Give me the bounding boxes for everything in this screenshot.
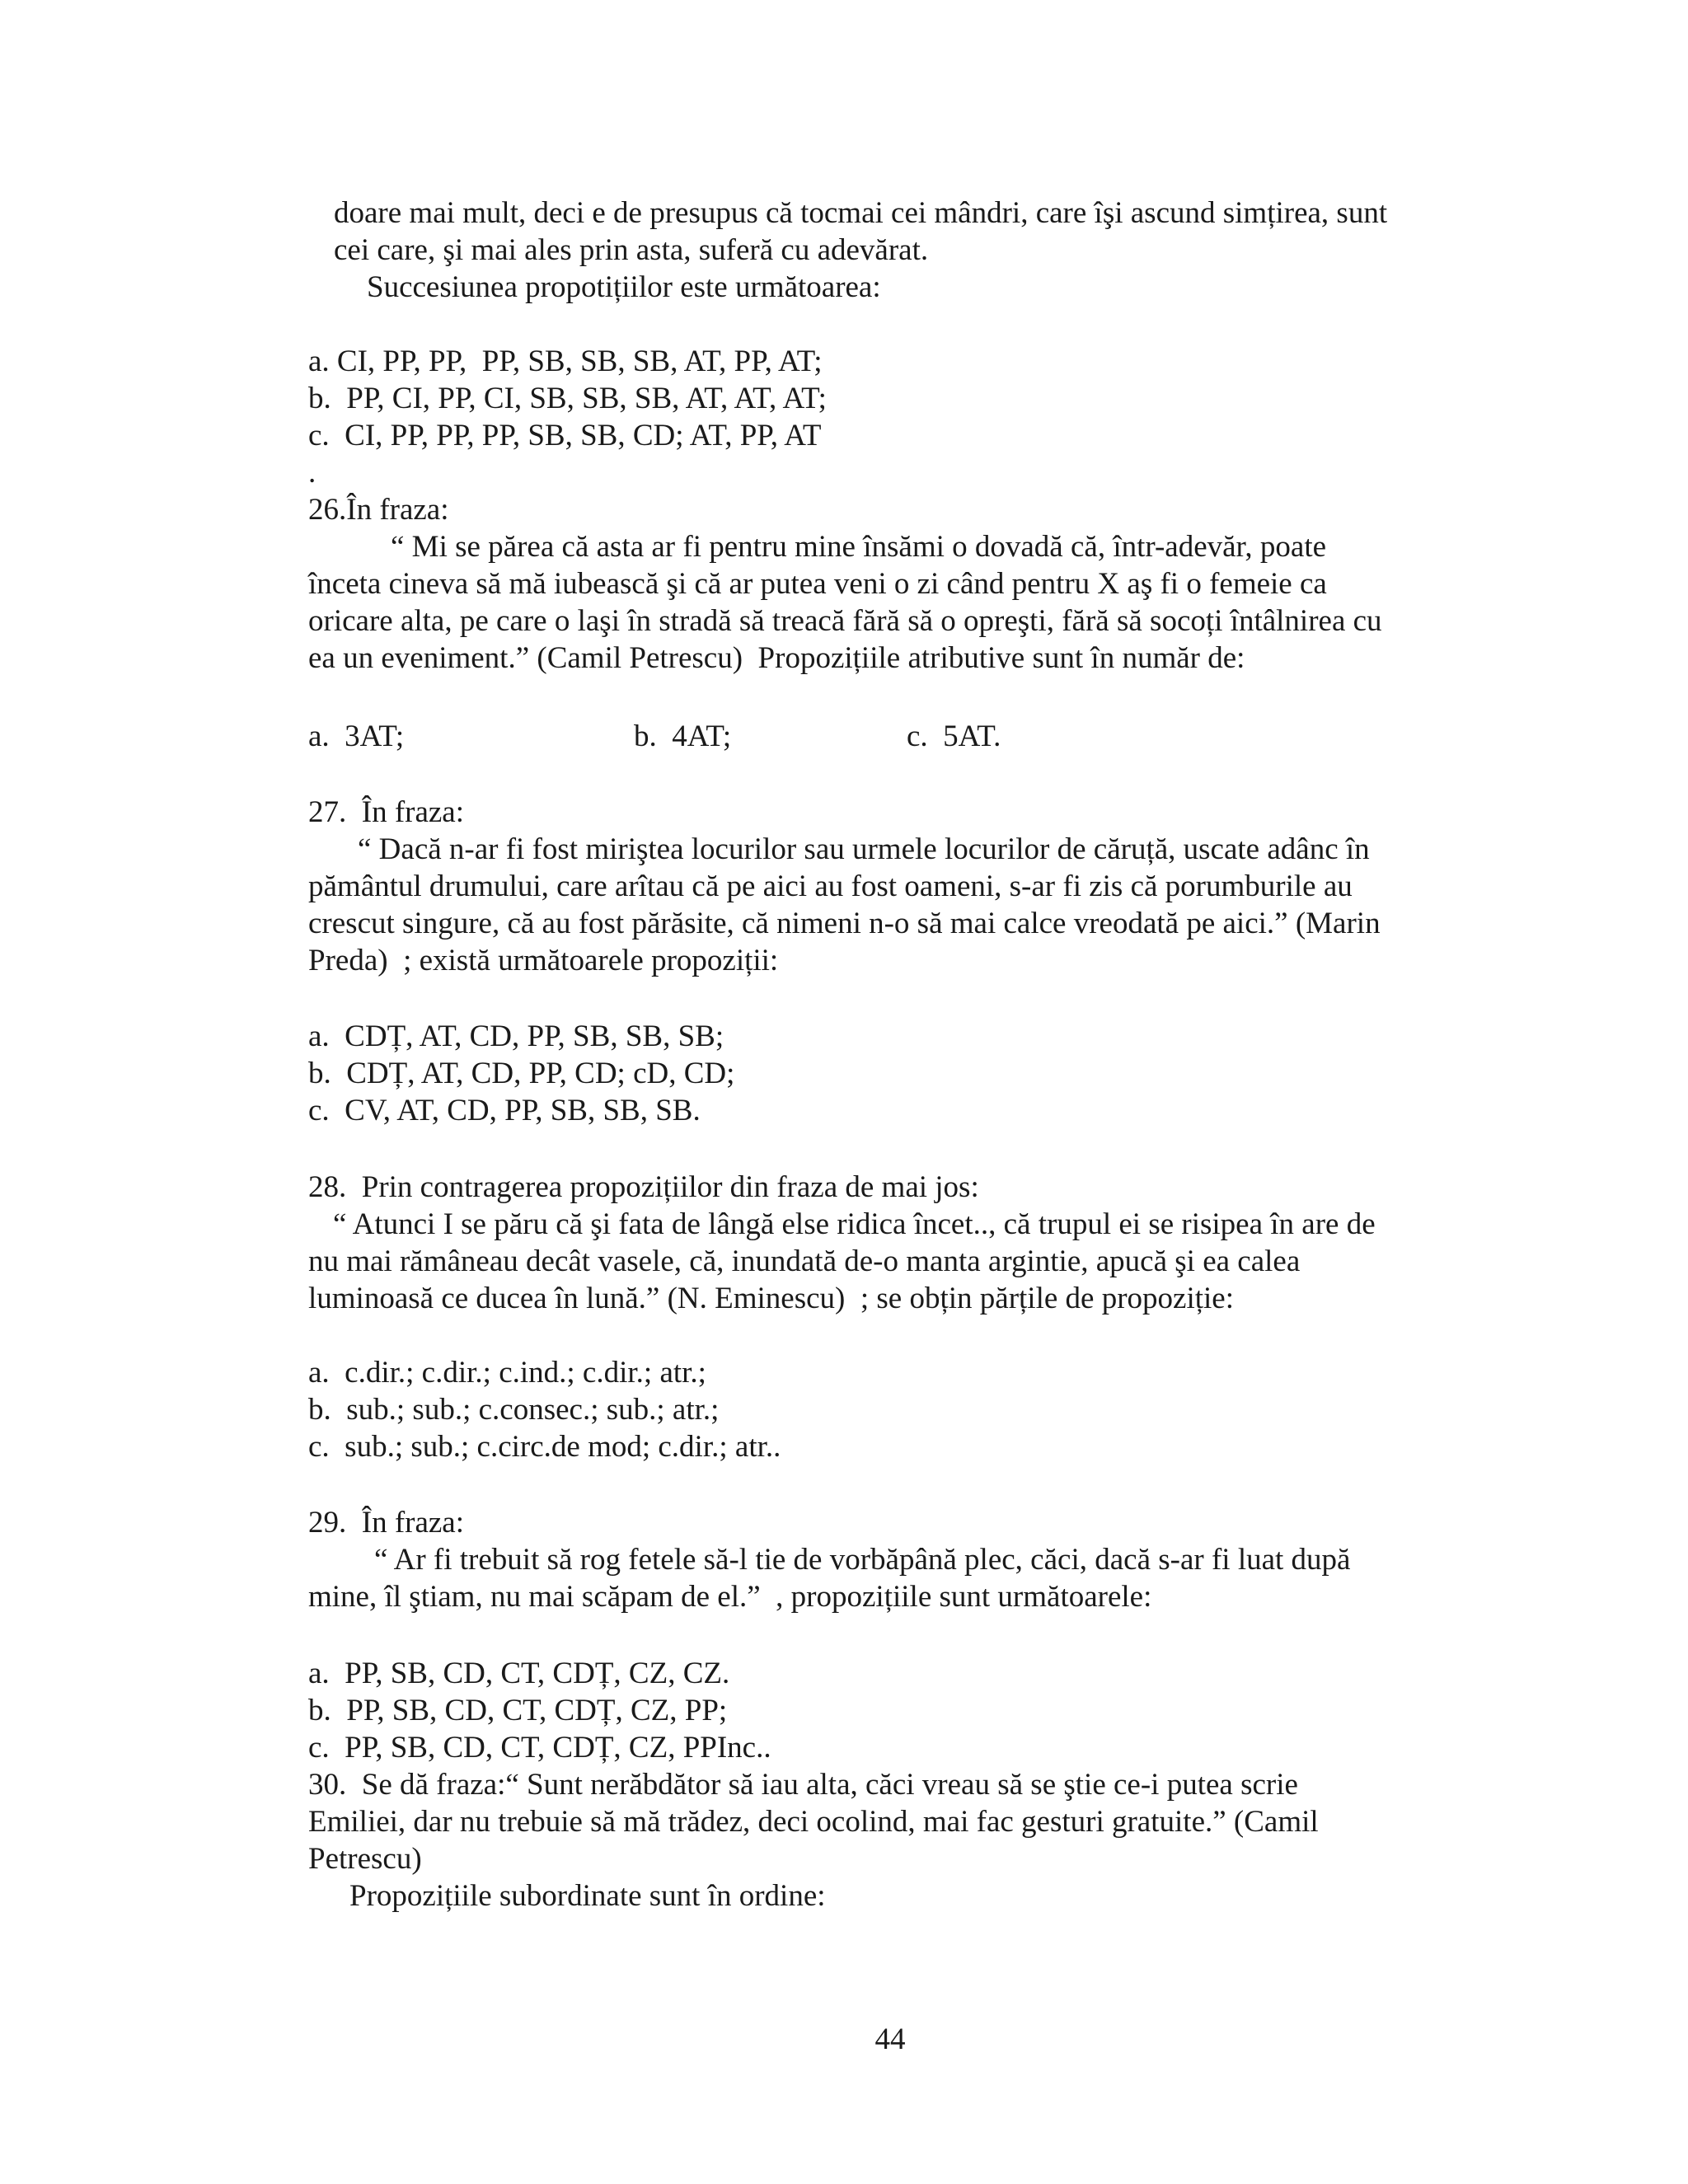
q27-option-c: c. CV, AT, CD, PP, SB, SB, SB. [308, 1094, 701, 1127]
q26-heading: 26.În fraza: [308, 493, 449, 527]
q30-text-line-3: Petrescu) [308, 1842, 422, 1876]
continuation-option-b: b. PP, CI, PP, CI, SB, SB, SB, AT, AT, AT; [308, 382, 827, 415]
continuation-dot: . [308, 456, 316, 490]
q29-heading: 29. În fraza: [308, 1506, 465, 1540]
q29-text-line-1: “ Ar fi trebuit să rog fetele să-l tie de vorbăpână plec, căci, dacă s-ar fi luat după [374, 1543, 1351, 1577]
q27-option-a: a. CDȚ, AT, CD, PP, SB, SB, SB; [308, 1019, 724, 1053]
q26-text-line-3: oricare alta, pe care o laşi în stradă să treacă fără să o opreşti, fără să socoți întâlnirea cu [308, 604, 1382, 638]
q29-option-c: c. PP, SB, CD, CT, CDȚ, CZ, PPInc.. [308, 1731, 771, 1765]
q27-text-line-3: crescut singure, că au fost părăsite, că nimeni n-o să mai calce vreodată pe aici.” (Marin [308, 907, 1381, 940]
q30-text-line-1: 30. Se dă fraza:“ Sunt nerăbdător să iau alta, căci vreau să se ştie ce-i putea scrie [308, 1768, 1298, 1802]
q27-heading: 27. În fraza: [308, 795, 465, 829]
q28-text-line-2: nu mai rămâneau decât vasele, că, inundată de-o manta argintie, apucă şi ea calea [308, 1244, 1301, 1278]
q28-heading: 28. Prin contragerea propozițiilor din fraza de mai jos: [308, 1170, 979, 1204]
q27-option-b: b. CDȚ, AT, CD, PP, CD; cD, CD; [308, 1057, 735, 1090]
q27-text-line-2: pământul drumului, care arîtau că pe aici au fost oameni, s-ar fi zis că porumburile au [308, 869, 1353, 903]
continuation-line-2: cei care, şi mai ales prin asta, suferă cu adevărat. [334, 233, 929, 267]
q30-intro: Propozițiile subordinate sunt în ordine: [349, 1879, 826, 1913]
q27-text-line-4: Preda) ; există următoarele propoziții: [308, 944, 779, 977]
q29-text-line-2: mine, îl ştiam, nu mai scăpam de el.” , propozițiile sunt următoarele: [308, 1580, 1152, 1614]
q26-text-line-4: ea un eveniment.” (Camil Petrescu) Propozițiile atributive sunt în număr de: [308, 641, 1245, 675]
continuation-option-c: c. CI, PP, PP, PP, SB, SB, CD; AT, PP, AT [308, 419, 822, 452]
q29-option-b: b. PP, SB, CD, CT, CDȚ, CZ, PP; [308, 1694, 728, 1727]
q28-text-line-1: “ Atunci I se păru că şi fata de lângă else ridica încet.., că trupul ei se risipea în are de [333, 1207, 1376, 1241]
q26-text-line-2: înceta cineva să mă iubească şi că ar putea veni o zi când pentru X aş fi o femeie ca [308, 567, 1327, 601]
q26-option-b: b. 4AT; [634, 719, 732, 753]
q28-text-line-3: luminoasă ce ducea în lună.” (N. Eminescu) ; se obțin părțile de propoziție: [308, 1282, 1234, 1315]
q28-option-a: a. c.dir.; c.dir.; c.ind.; c.dir.; atr.; [308, 1356, 706, 1390]
q28-option-c: c. sub.; sub.; c.circ.de mod; c.dir.; atr.. [308, 1430, 781, 1464]
continuation-line-1: doare mai mult, deci e de presupus că tocmai cei mândri, care îşi ascund simțirea, sunt [334, 196, 1388, 230]
q28-option-b: b. sub.; sub.; c.consec.; sub.; atr.; [308, 1393, 720, 1427]
page-number: 44 [874, 2022, 906, 2056]
q29-option-a: a. PP, SB, CD, CT, CDȚ, CZ, CZ. [308, 1657, 730, 1690]
q26-option-c: c. 5AT. [907, 719, 1001, 753]
q30-text-line-2: Emiliei, dar nu trebuie să mă trădez, deci ocolind, mai fac gesturi gratuite.” (Camil [308, 1805, 1319, 1839]
q26-text-line-1: “ Mi se părea că asta ar fi pentru mine însămi o dovadă că, într-adevăr, poate [391, 530, 1327, 564]
q27-text-line-1: “ Dacă n-ar fi fost miriştea locurilor sau urmele locurilor de căruță, uscate adânc în [358, 832, 1370, 866]
q26-option-a: a. 3AT; [308, 719, 405, 753]
continuation-option-a: a. CI, PP, PP, PP, SB, SB, SB, AT, PP, AT; [308, 344, 823, 378]
continuation-intro: Succesiunea propotițiilor este următoarea: [367, 270, 881, 304]
